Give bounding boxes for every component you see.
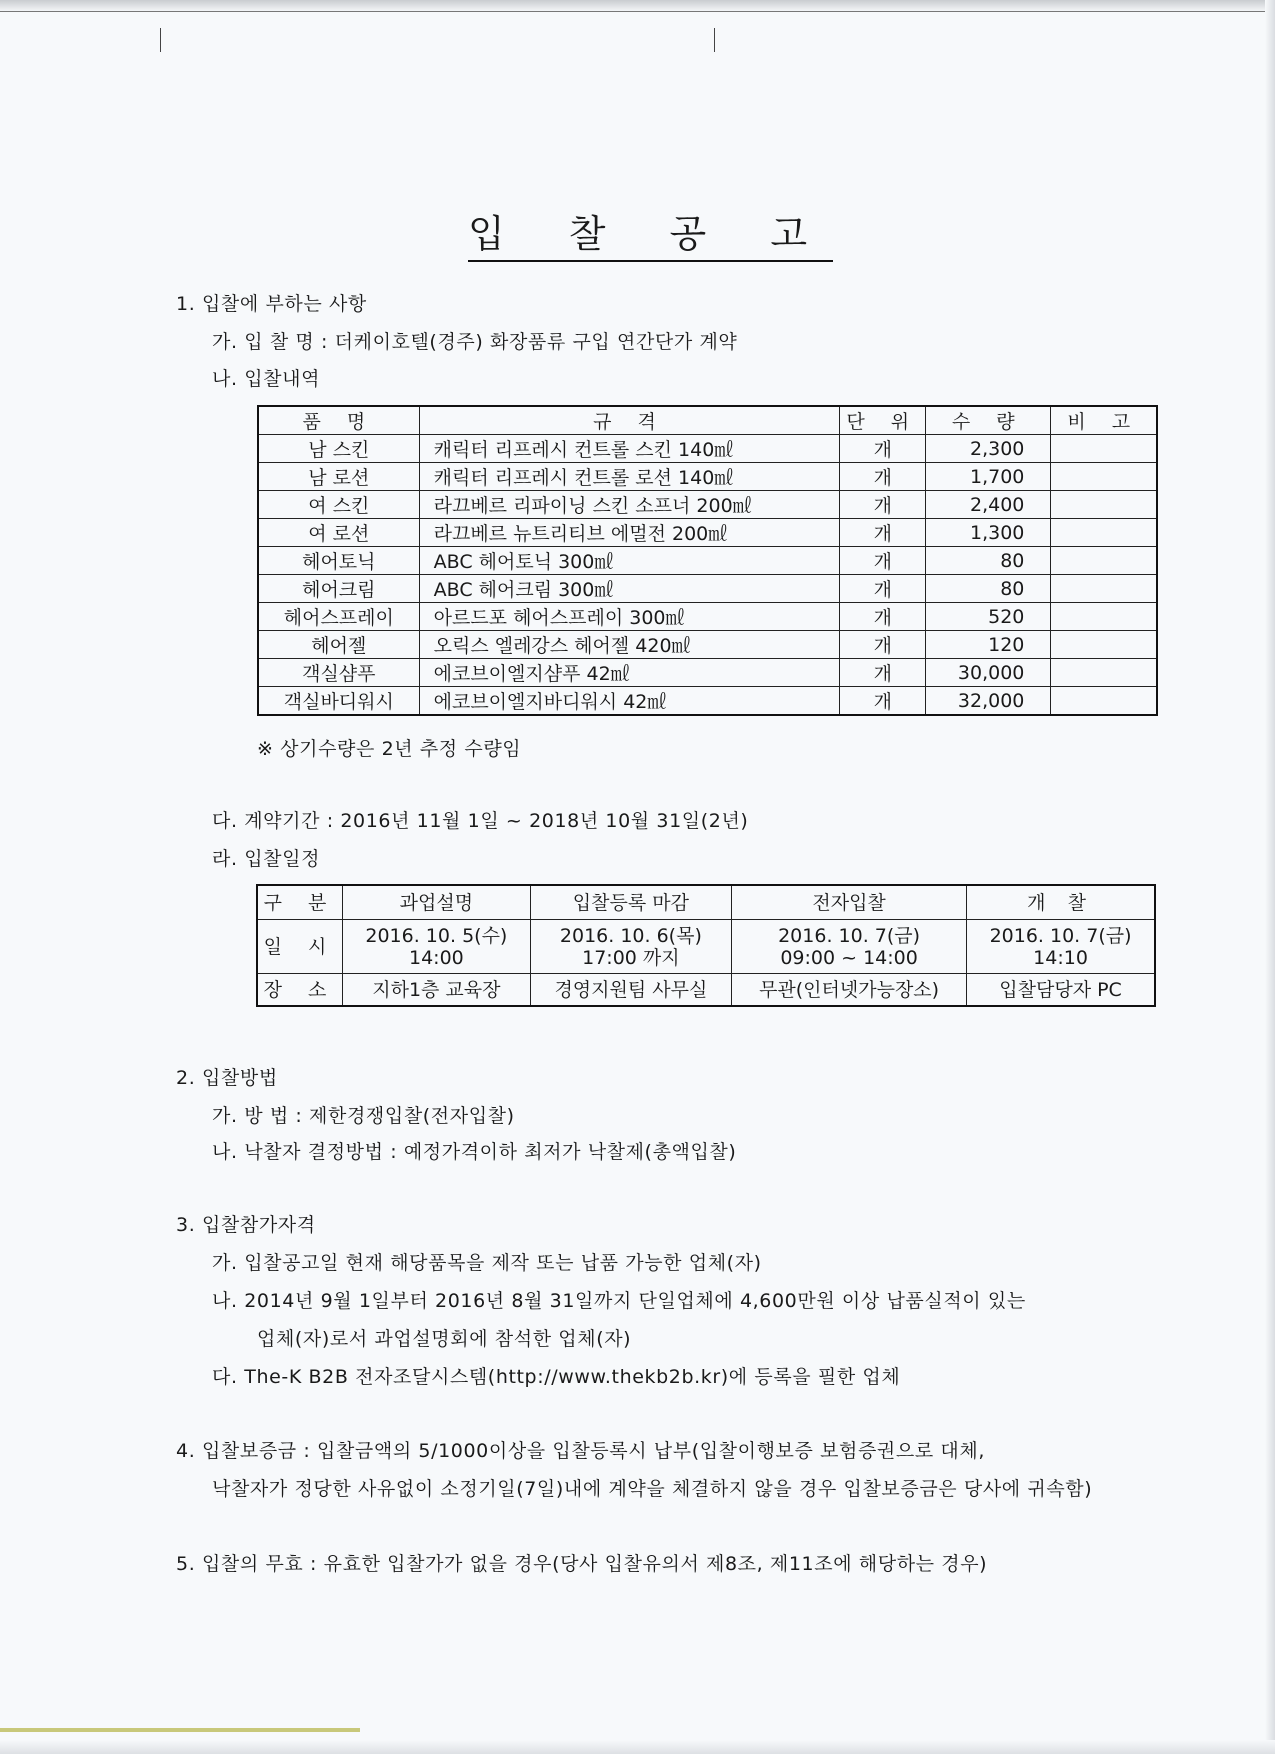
header-spec: 규 격 xyxy=(419,406,840,435)
schedule-table xyxy=(256,884,1156,1007)
schedule-date: 2016. 10. 6(목) xyxy=(559,924,702,947)
section2-heading: 2. 입찰방법 xyxy=(176,1067,278,1089)
schedule-place: 지하1층 교육장 xyxy=(343,974,531,1007)
item-note xyxy=(1051,575,1157,603)
table-row xyxy=(258,575,1157,603)
schedule-header-category: 구 분 xyxy=(257,885,343,920)
item-unit: 개 xyxy=(840,491,926,519)
schedule-time: 14:10 xyxy=(1033,946,1088,969)
item-note xyxy=(1051,519,1157,547)
bid-name-line: 가. 입 찰 명 : 더케이호텔(경주) 화장품류 구입 연간단가 계약 xyxy=(212,331,738,353)
schedule-time: 17:00 까지 xyxy=(582,946,680,969)
schedule-date: 2016. 10. 7(금) xyxy=(989,924,1132,947)
schedule-date: 2016. 10. 5(수) xyxy=(365,924,508,947)
item-spec: 에코브이엘지샴푸 42㎖ xyxy=(419,659,840,687)
item-qty: 30,000 xyxy=(926,659,1051,687)
item-unit: 개 xyxy=(840,659,926,687)
schedule-datetime-cell xyxy=(343,920,531,974)
item-name: 남 스킨 xyxy=(258,435,419,463)
item-qty: 1,300 xyxy=(926,519,1051,547)
schedule-header xyxy=(257,885,1155,920)
schedule-time: 09:00 ~ 14:00 xyxy=(780,946,918,969)
item-qty: 80 xyxy=(926,547,1051,575)
item-note xyxy=(1051,603,1157,631)
item-unit: 개 xyxy=(840,547,926,575)
header-unit: 단 위 xyxy=(840,406,926,435)
schedule-header-registration: 입찰등록 마감 xyxy=(530,885,731,920)
items-table-header xyxy=(258,406,1157,435)
schedule-datetime-cell xyxy=(732,920,967,974)
item-qty: 80 xyxy=(926,575,1051,603)
item-spec: 캐릭터 리프레시 컨트롤 로션 140㎖ xyxy=(419,463,840,491)
item-name: 객실바디워시 xyxy=(258,687,419,716)
item-qty: 120 xyxy=(926,631,1051,659)
table-row xyxy=(258,631,1157,659)
schedule-place: 입찰담당자 PC xyxy=(967,974,1155,1007)
punch-mark-right xyxy=(714,28,715,52)
table-row xyxy=(258,687,1157,716)
schedule-datetime-cell xyxy=(530,920,731,974)
schedule-datetime-cell xyxy=(967,920,1155,974)
bid-schedule-label: 라. 입찰일정 xyxy=(212,848,321,870)
schedule-datetime-label: 일 시 xyxy=(257,920,343,974)
bid-bond-line1: 4. 입찰보증금 : 입찰금액의 5/1000이상을 입찰등록시 납부(입찰이행보증 보험증권으로 대체, xyxy=(176,1440,985,1462)
table-row xyxy=(258,603,1157,631)
schedule-place: 경영지원팀 사무실 xyxy=(530,974,731,1007)
item-spec: ABC 헤어크림 300㎖ xyxy=(419,575,840,603)
table-row xyxy=(258,463,1157,491)
qualification-ga: 가. 입찰공고일 현재 해당품목을 제작 또는 납품 가능한 업체(자) xyxy=(212,1252,762,1274)
item-name: 헤어토닉 xyxy=(258,547,419,575)
item-note xyxy=(1051,463,1157,491)
bid-details-label: 나. 입찰내역 xyxy=(212,368,321,390)
bid-invalid-line: 5. 입찰의 무효 : 유효한 입찰가가 없을 경우(당사 입찰유의서 제8조, 제11조에 해당하는 경우) xyxy=(176,1553,988,1575)
schedule-date: 2016. 10. 7(금) xyxy=(778,924,921,947)
item-name: 남 로션 xyxy=(258,463,419,491)
scan-right-edge xyxy=(1265,0,1275,1754)
item-spec: ABC 헤어토닉 300㎖ xyxy=(419,547,840,575)
header-qty: 수 량 xyxy=(926,406,1051,435)
item-note xyxy=(1051,687,1157,716)
header-name: 품 명 xyxy=(258,406,419,435)
item-spec: 오릭스 엘레강스 헤어젤 420㎖ xyxy=(419,631,840,659)
item-note xyxy=(1051,631,1157,659)
item-note xyxy=(1051,547,1157,575)
table-row xyxy=(258,547,1157,575)
schedule-datetime-row xyxy=(257,920,1155,974)
item-spec: 캐릭터 리프레시 컨트롤 스킨 140㎖ xyxy=(419,435,840,463)
schedule-header-opening: 개 찰 xyxy=(967,885,1155,920)
table-row xyxy=(258,519,1157,547)
schedule-header-ebid: 전자입찰 xyxy=(732,885,967,920)
item-qty: 520 xyxy=(926,603,1051,631)
item-unit: 개 xyxy=(840,463,926,491)
item-unit: 개 xyxy=(840,687,926,716)
item-spec: 에코브이엘지바디워시 42㎖ xyxy=(419,687,840,716)
table-row xyxy=(258,659,1157,687)
item-unit: 개 xyxy=(840,603,926,631)
items-table xyxy=(257,405,1158,716)
document-title xyxy=(0,203,1275,258)
item-qty: 1,700 xyxy=(926,463,1051,491)
qualification-da: 다. The-K B2B 전자조달시스템(http://www.thekb2b.kr)에 등록을 필한 업체 xyxy=(212,1366,901,1388)
scan-edge-line xyxy=(0,11,1275,12)
item-unit: 개 xyxy=(840,631,926,659)
schedule-place: 무관(인터넷가능장소) xyxy=(732,974,967,1007)
item-spec: 라끄베르 리파이닝 스킨 소프너 200㎖ xyxy=(419,491,840,519)
header-note: 비 고 xyxy=(1051,406,1157,435)
bid-method-line: 가. 방 법 : 제한경쟁입찰(전자입찰) xyxy=(212,1105,515,1127)
qualification-na-line1: 나. 2014년 9월 1일부터 2016년 8월 31일까지 단일업체에 4,600만원 이상 납품실적이 있는 xyxy=(212,1290,1026,1312)
table-row xyxy=(258,435,1157,463)
item-note xyxy=(1051,491,1157,519)
scan-bottom-strip xyxy=(0,1728,360,1732)
punch-mark-left xyxy=(160,28,161,52)
item-name: 헤어크림 xyxy=(258,575,419,603)
section1-heading: 1. 입찰에 부하는 사항 xyxy=(176,293,367,315)
item-name: 여 로션 xyxy=(258,519,419,547)
quantity-footnote: ※ 상기수량은 2년 추정 수량임 xyxy=(257,738,522,760)
bid-bond-line2: 낙찰자가 정당한 사유없이 소정기일(7일)내에 계약을 체결하지 않을 경우 입찰보증금은 당사에 귀속함) xyxy=(212,1478,1093,1500)
contract-period-line: 다. 계약기간 : 2016년 11월 1일 ~ 2018년 10월 31일(2년) xyxy=(212,810,749,832)
schedule-place-label: 장 소 xyxy=(257,974,343,1007)
scan-bottom-edge xyxy=(0,1740,1275,1754)
item-qty: 2,300 xyxy=(926,435,1051,463)
qualification-na-line2: 업체(자)로서 과업설명회에 참석한 업체(자) xyxy=(257,1328,632,1350)
item-qty: 2,400 xyxy=(926,491,1051,519)
schedule-time: 14:00 xyxy=(408,946,464,969)
item-name: 객실샴푸 xyxy=(258,659,419,687)
item-name: 헤어스프레이 xyxy=(258,603,419,631)
schedule-header-briefing: 과업설명 xyxy=(343,885,531,920)
schedule-place-row xyxy=(257,974,1155,1007)
table-row xyxy=(258,491,1157,519)
item-name: 여 스킨 xyxy=(258,491,419,519)
item-unit: 개 xyxy=(840,435,926,463)
document-title-text: 입 찰 공 고 xyxy=(468,212,833,262)
item-note xyxy=(1051,435,1157,463)
item-unit: 개 xyxy=(840,575,926,603)
award-method-line: 나. 낙찰자 결정방법 : 예정가격이하 최저가 낙찰제(총액입찰) xyxy=(212,1141,737,1163)
item-name: 헤어젤 xyxy=(258,631,419,659)
item-qty: 32,000 xyxy=(926,687,1051,716)
item-note xyxy=(1051,659,1157,687)
section3-heading: 3. 입찰참가자격 xyxy=(176,1214,316,1236)
item-unit: 개 xyxy=(840,519,926,547)
item-spec: 아르드포 헤어스프레이 300㎖ xyxy=(419,603,840,631)
item-spec: 라끄베르 뉴트리티브 에멀전 200㎖ xyxy=(419,519,840,547)
